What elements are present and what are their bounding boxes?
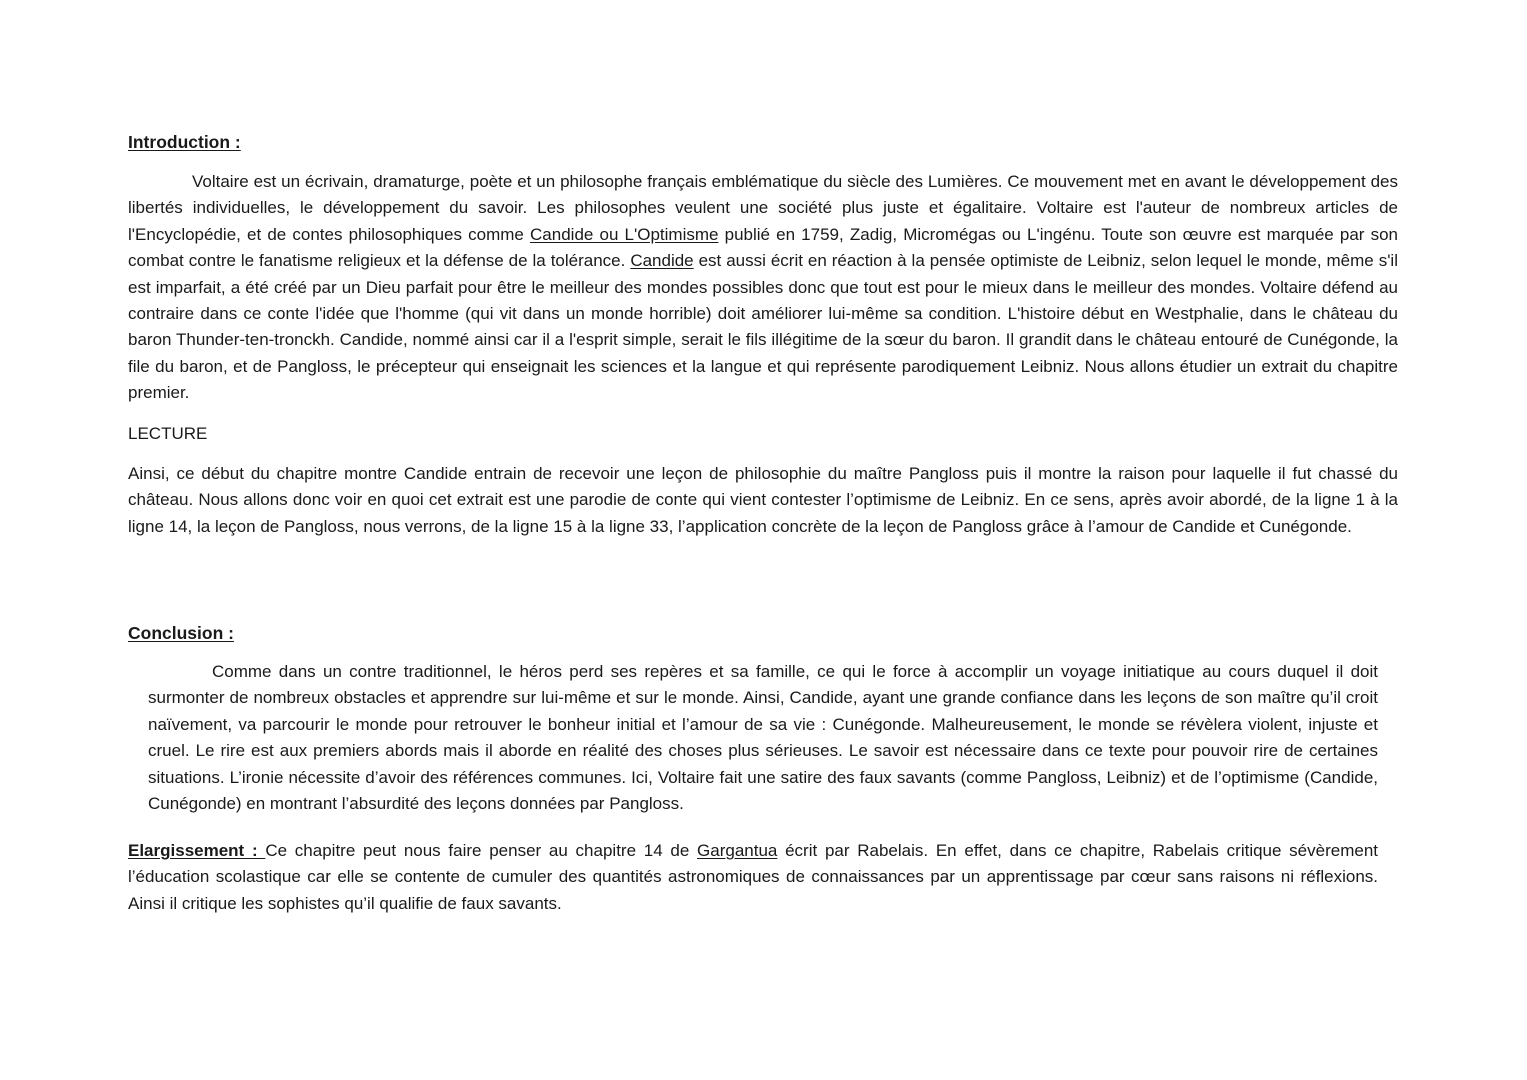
introduction-text-part-3: est aussi écrit en réaction à la pensée optimiste de Leibniz, selon lequel le monde, même s'il est imparfait, a été créé par un Dieu parfait pour être le meilleur des mondes possibles donc que tout est pour le mieux dans le meilleur des mondes. Voltaire défend au contraire dans ce conte l'idée que l'homme (qui vit dans un monde horrible) doit améliorer lui-même sa condition. L'histoire début en Westphalie, dans le château du baron Thunder-ten-tronckh. Candide, nommé ainsi car il a l'esprit simple, serait le fils illégitime de la sœur du baron. Il grandit dans le château entouré de Cunégonde, la file du baron, et de Pangloss, le précepteur qui enseignait les sciences et la langue et qui représente parodiquement Leibniz. Nous allons étudier un extrait du chapitre premier. [128,251,1398,403]
book-title-gargantua: Gargantua [697,841,778,860]
book-title-candide-ou-loptimisme: Candide ou L'Optimisme [530,224,719,244]
announcement-paragraph: Ainsi, ce début du chapitre montre Candide entrain de recevoir une leçon de philosophie du maître Pangloss puis il montre la raison pour laquelle il fut chassé du château. Nous allons donc voir en quoi cet extrait est une parodie de conte qui vient contester l’optimisme de Leibniz. En ce sens, après avoir abordé, de la ligne 1 à la ligne 14, la leçon de Pangloss, nous verrons, de la ligne 15 à la ligne 33, l’application concrète de la leçon de Pangloss grâce à l’amour de Candide et Cunégonde. [128,464,1398,536]
introduction-text-part-2: publié en 1759, Zadig, Micromégas ou L'ingénu. Toute son œuvre est marquée par son combat contre le fanatisme religieux et la défense de la tolérance. [128,224,1398,271]
elargissement-text-part-1: Ce chapitre peut nous faire penser au chapitre 14 de [265,841,698,860]
elargissement-paragraph [128,838,1378,917]
elargissement-heading: Elargissement : [128,841,266,860]
introduction-paragraph [128,169,1398,407]
conclusion-paragraph [148,659,1378,817]
conclusion-heading: Conclusion : [128,623,234,643]
conclusion-text: Comme dans un contre traditionnel, le héros perd ses repères et sa famille, ce qui le force à accomplir un voyage initiatique au cours duquel il doit surmonter de nombreux obstacles et apprendre sur lui-même et sur le monde. Ainsi, Candide, ayant une grande confiance dans les leçons de son maître qu’il croit naïvement, va parcourir le monde pour retrouver le bonheur initial et l’amour de sa vie : Cunégonde. Malheureusement, le monde se révèlera violent, injuste et cruel. Le rire est aux premiers abords mais il aborde en réalité des choses plus sérieuses. Le savoir est nécessaire dans ce texte pour pouvoir rire de certaines situations. L’ironie nécessite d’avoir des références communes. Ici, Voltaire fait une satire des faux savants (comme Pangloss, Leibniz) et de l’optimisme (Candide, Cunégonde) en montrant l’absurdité des leçons données par Pangloss. [148,662,1378,814]
introduction-text-part-1: Voltaire est un écrivain, dramaturge, poète et un philosophe français emblématique du siècle des Lumières. Ce mouvement met en avant le développement des libertés individuelles, le développement du savoir. Les philosophes veulent une société plus juste et égalitaire. Voltaire est l'auteur de nombreux articles de l'Encyclopédie, et de contes philosophiques comme [128,172,1398,244]
elargissement-text-part-2: écrit par Rabelais. En effet, dans ce chapitre, Rabelais critique sévèrement l’éducation scolastique car elle se contente de cumuler des quantités astronomiques de connaissances par un apprentissage par cœur sans raisons ni réflexions. Ainsi il critique les sophistes qu’il qualifie de faux savants. [128,841,1379,913]
book-title-candide: Candide [630,251,694,271]
introduction-heading: Introduction : [128,132,241,152]
lecture-label: LECTURE [128,424,208,443]
